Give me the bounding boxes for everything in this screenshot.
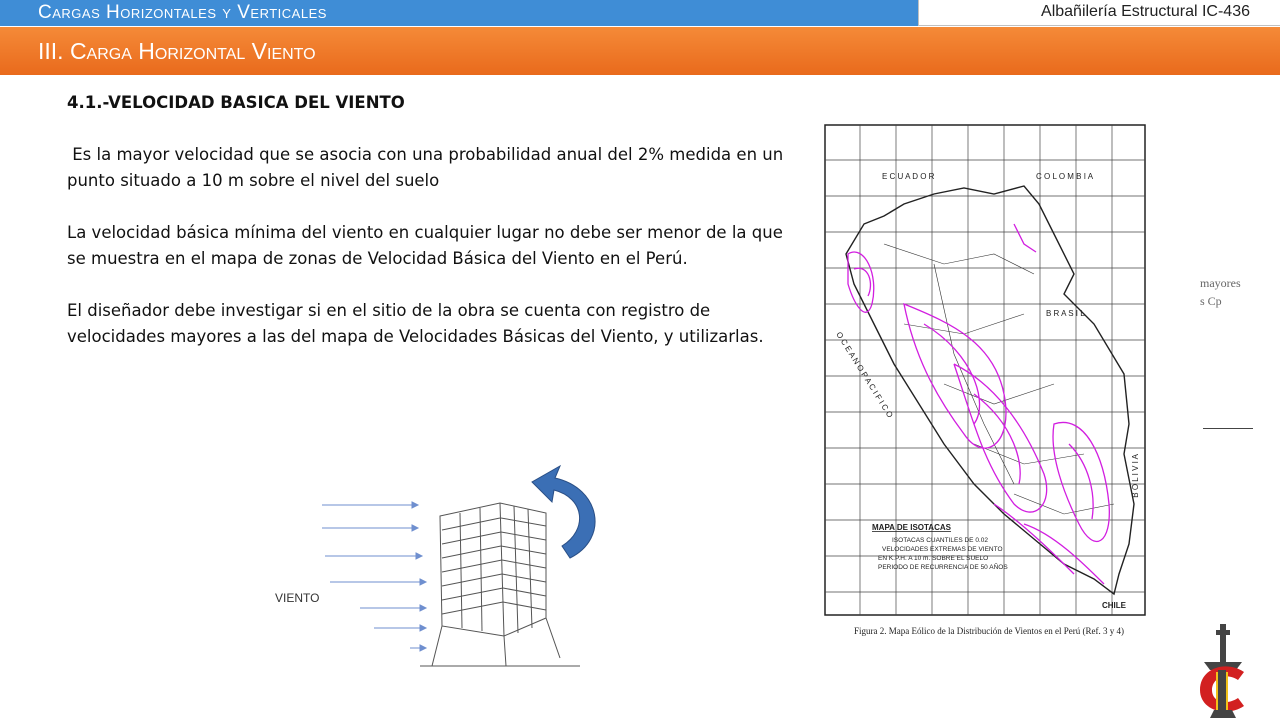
building-wind-sketch bbox=[270, 458, 620, 670]
label-ecuador: E C U A D O R bbox=[882, 172, 935, 181]
label-brasil: B R A S I L bbox=[1046, 309, 1085, 318]
side-fragment-line-1: mayores bbox=[1200, 276, 1241, 290]
building-drawing bbox=[420, 503, 580, 666]
legend-title: MAPA DE ISOTACAS bbox=[872, 523, 951, 532]
map-caption: Figura 2. Mapa Eólico de la Distribución de Vientos en el Perú (Ref. 3 y 4) bbox=[854, 626, 1124, 636]
course-title: Albañilería Estructural IC-436 bbox=[918, 0, 1280, 26]
wind-isotach-map bbox=[824, 124, 1146, 616]
section-title: III. Carga Horizontal Viento bbox=[0, 27, 1280, 75]
label-ocean: O C E A N O P A C I F I C O bbox=[834, 330, 895, 420]
label-chile: CHILE bbox=[1102, 601, 1126, 610]
legend-line-4: PERIODO DE RECURRENCIA DE 50 AÑOS bbox=[878, 564, 1008, 571]
university-logo-icon bbox=[1196, 622, 1252, 718]
paragraph-definition: Es la mayor velocidad que se asocia con una probabilidad anual del 2% medida en un punto situado a 10 m sobre el nivel del suelo bbox=[67, 145, 789, 190]
label-colombia: C O L O M B I A bbox=[1036, 172, 1094, 181]
wind-arrows bbox=[322, 502, 426, 651]
paragraph-designer: El diseñador debe investigar si en el sitio de la obra se cuenta con registro de velocidades mayores a las del mapa de Velocidades Básicas del Viento, y utilizarlas. bbox=[67, 301, 764, 346]
paragraph-minimum-speed: La velocidad básica mínima del viento en cualquier lugar no debe ser menor de la que se muestra en el mapa de zonas de Velocidad Básica del Viento en el Perú. bbox=[67, 223, 783, 268]
content-heading: 4.1.-VELOCIDAD BASICA DEL VIENTO bbox=[67, 93, 405, 112]
body-text bbox=[67, 90, 787, 376]
legend-line-3: EN K.P.H. A 10 m. SOBRE EL SUELO bbox=[878, 555, 989, 562]
top-header bbox=[0, 0, 1280, 26]
legend-line-1: ISOTACAS CUANTILES DE 0.02 bbox=[892, 537, 988, 544]
presentation-title: Cargas Horizontales y Verticales bbox=[0, 0, 918, 26]
side-fragment bbox=[1200, 274, 1241, 310]
label-bolivia: B O L I V I A bbox=[1131, 454, 1140, 498]
legend-line-2: VELOCIDADES EXTREMAS DE VIENTO bbox=[882, 546, 1003, 553]
side-fragment-line-2: s Cp bbox=[1200, 294, 1222, 308]
side-rule bbox=[1203, 428, 1253, 429]
wind-label: VIENTO bbox=[275, 591, 320, 605]
